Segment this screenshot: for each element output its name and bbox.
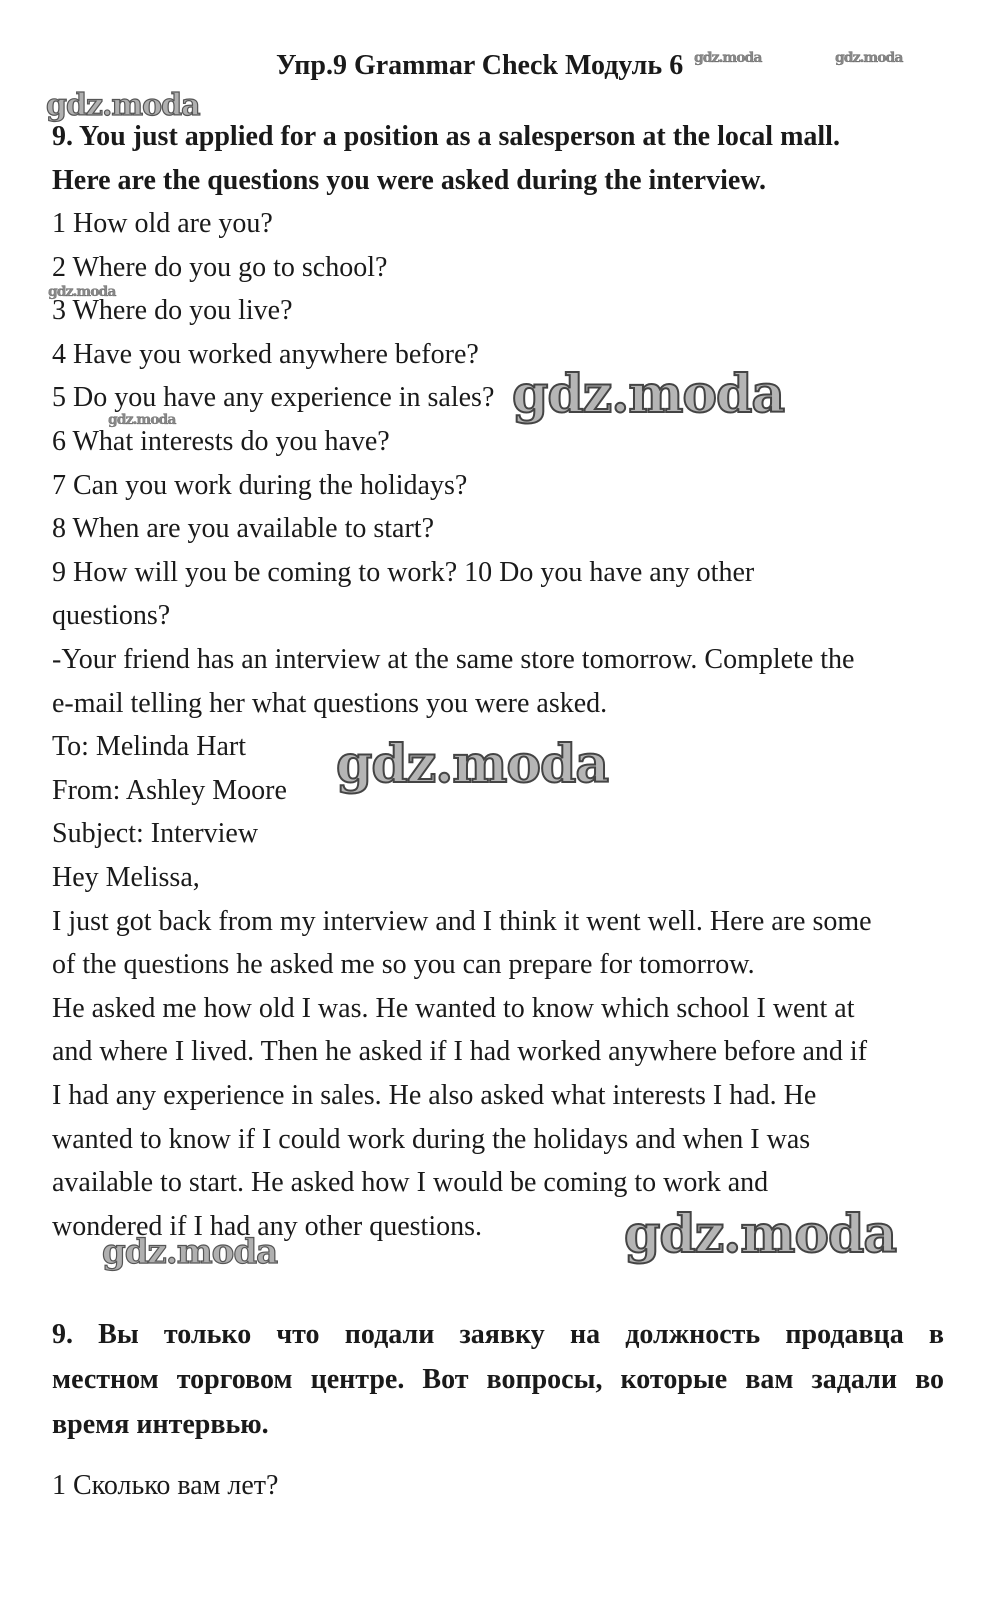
question-item: 4 Have you worked anywhere before? [52, 339, 479, 370]
email-to: To: Melinda Hart [52, 731, 246, 762]
watermark: gdz.moda [835, 50, 903, 66]
email-body-line: He asked me how old I was. He wanted to know which school I went at [52, 993, 855, 1024]
translation-task [52, 1312, 944, 1447]
email-from: From: Ashley Moore [52, 775, 287, 806]
translation-task-line: 9. Вы только что подали заявку на должность продавца в [52, 1319, 944, 1350]
question-item: questions? [52, 600, 171, 631]
email-greeting: Hey Melissa, [52, 862, 200, 893]
watermark: gdz.moda [694, 50, 762, 66]
question-item: 2 Where do you go to school? [52, 252, 388, 283]
email-body-line: wanted to know if I could work during the holidays and when I was [52, 1124, 811, 1155]
question-item: 7 Can you work during the holidays? [52, 470, 468, 501]
watermark: gdz.moda [336, 734, 609, 795]
email-body-line: of the questions he asked me so you can prepare for tomorrow. [52, 949, 755, 980]
task-heading: Here are the questions you were asked during the interview. [52, 165, 766, 196]
translation-task-line: время интервью. [52, 1409, 269, 1440]
email-body-line: and where I lived. Then he asked if I had worked anywhere before and if [52, 1036, 868, 1067]
watermark: gdz.moda [108, 412, 176, 428]
watermark: gdz.moda [46, 88, 200, 123]
question-item: 5 Do you have any experience in sales? [52, 382, 495, 413]
email-body-line: available to start. He asked how I would be coming to work and [52, 1167, 769, 1198]
watermark: gdz.moda [48, 284, 116, 300]
watermark: gdz.moda [102, 1232, 278, 1272]
translation-task-line: местном торговом центре. Вот вопросы, которые вам задали во [52, 1364, 944, 1395]
email-subject: Subject: Interview [52, 818, 259, 849]
translation-question-item: 1 Сколько вам лет? [52, 1470, 279, 1501]
question-item: 6 What interests do you have? [52, 426, 390, 457]
instruction-text: e-mail telling her what questions you were asked. [52, 688, 608, 719]
watermark: gdz.moda [624, 1204, 897, 1265]
question-item: 8 When are you available to start? [52, 513, 434, 544]
question-item: 3 Where do you live? [52, 295, 293, 326]
instruction-text: -Your friend has an interview at the same store tomorrow. Complete the [52, 644, 855, 675]
question-item: 9 How will you be coming to work? 10 Do you have any other [52, 557, 755, 588]
page-title: Упр.9 Grammar Check Модуль 6 [276, 50, 684, 81]
watermark: gdz.moda [512, 364, 785, 425]
email-body-line: I had any experience in sales. He also asked what interests I had. He [52, 1080, 817, 1111]
task-heading: 9. You just applied for a position as a salesperson at the local mall. [52, 121, 840, 152]
email-body-line: I just got back from my interview and I think it went well. Here are some [52, 906, 872, 937]
question-item: 1 How old are you? [52, 208, 273, 239]
email-body-line: wondered if I had any other questions. [52, 1211, 482, 1242]
